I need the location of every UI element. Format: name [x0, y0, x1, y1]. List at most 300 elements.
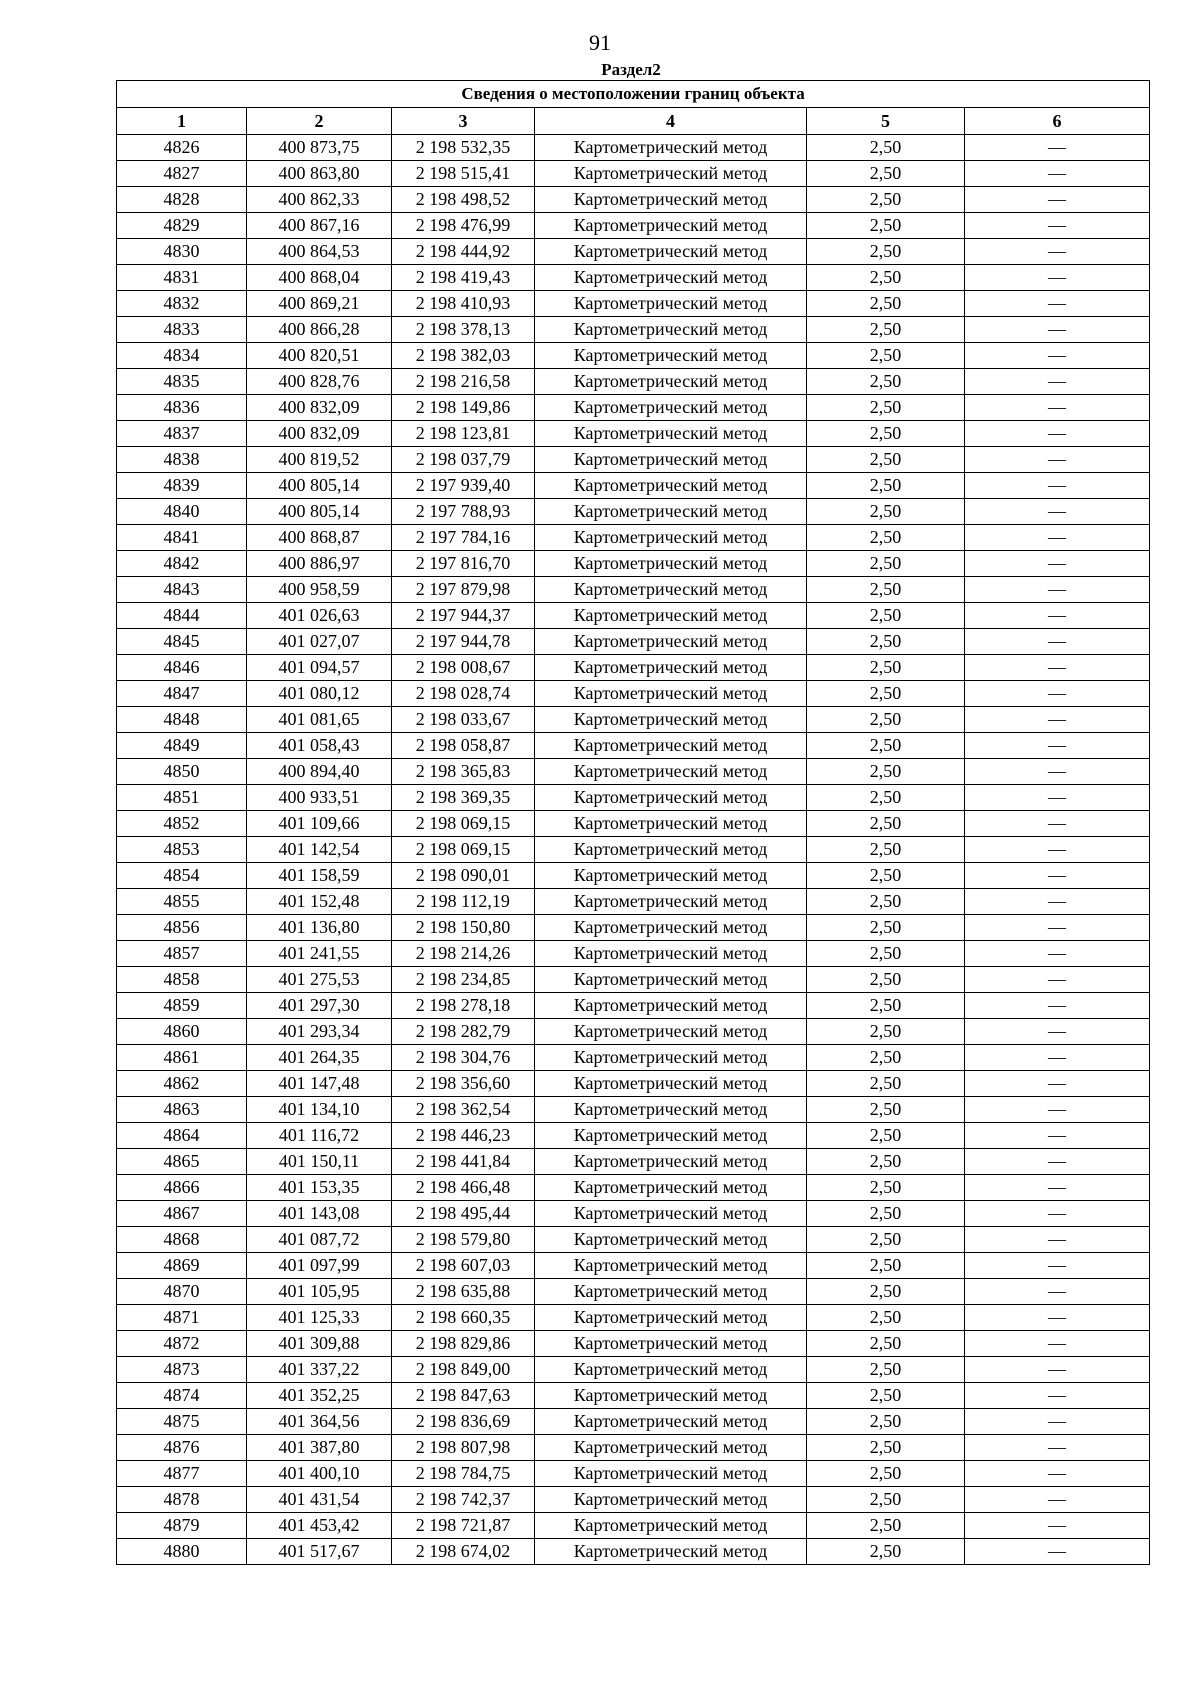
- table-cell: Картометрический метод: [535, 1175, 807, 1201]
- table-cell: —: [965, 499, 1150, 525]
- table-cell: —: [965, 161, 1150, 187]
- table-cell: 401 116,72: [247, 1123, 392, 1149]
- table-cell: 4855: [117, 889, 247, 915]
- table-cell: 4845: [117, 629, 247, 655]
- table-cell: —: [965, 1539, 1150, 1565]
- table-cell: —: [965, 213, 1150, 239]
- table-row: [117, 551, 1150, 577]
- table-cell: 4856: [117, 915, 247, 941]
- table-cell: 2,50: [807, 1279, 965, 1305]
- table-row: [117, 1227, 1150, 1253]
- table-row: [117, 1461, 1150, 1487]
- table-cell: 401 517,67: [247, 1539, 392, 1565]
- table-cell: Картометрический метод: [535, 1123, 807, 1149]
- table-cell: 4831: [117, 265, 247, 291]
- table-cell: —: [965, 603, 1150, 629]
- table-cell: 400 864,53: [247, 239, 392, 265]
- table-cell: 4853: [117, 837, 247, 863]
- table-cell: 2 198 008,67: [392, 655, 535, 681]
- table-cell: 2,50: [807, 993, 965, 1019]
- table-cell: Картометрический метод: [535, 369, 807, 395]
- table-row: [117, 681, 1150, 707]
- table-cell: —: [965, 577, 1150, 603]
- table-cell: —: [965, 1279, 1150, 1305]
- table-cell: 4842: [117, 551, 247, 577]
- table-cell: 2 198 410,93: [392, 291, 535, 317]
- table-cell: —: [965, 1045, 1150, 1071]
- table-cell: 2 198 234,85: [392, 967, 535, 993]
- table-row: [117, 1253, 1150, 1279]
- table-cell: 4834: [117, 343, 247, 369]
- table-cell: 400 868,04: [247, 265, 392, 291]
- table-cell: 400 894,40: [247, 759, 392, 785]
- column-header: 5: [807, 108, 965, 135]
- table-cell: 400 867,16: [247, 213, 392, 239]
- table-cell: 2,50: [807, 1071, 965, 1097]
- table-cell: Картометрический метод: [535, 499, 807, 525]
- table-cell: 400 862,33: [247, 187, 392, 213]
- table-cell: Картометрический метод: [535, 161, 807, 187]
- table-row: [117, 993, 1150, 1019]
- table-cell: Картометрический метод: [535, 447, 807, 473]
- table-cell: —: [965, 447, 1150, 473]
- table-cell: 4826: [117, 135, 247, 161]
- table-cell: —: [965, 1357, 1150, 1383]
- table-cell: Картометрический метод: [535, 1071, 807, 1097]
- table-cell: —: [965, 837, 1150, 863]
- table-cell: 2 198 304,76: [392, 1045, 535, 1071]
- table-row: [117, 1435, 1150, 1461]
- table-cell: 4857: [117, 941, 247, 967]
- table-cell: 2,50: [807, 707, 965, 733]
- table-cell: 2,50: [807, 915, 965, 941]
- table-cell: 2 198 058,87: [392, 733, 535, 759]
- table-cell: 2,50: [807, 265, 965, 291]
- table-cell: Картометрический метод: [535, 967, 807, 993]
- table-cell: Картометрический метод: [535, 343, 807, 369]
- table-cell: 4829: [117, 213, 247, 239]
- table-row: [117, 1331, 1150, 1357]
- table-cell: 400 873,75: [247, 135, 392, 161]
- table-body: [117, 135, 1150, 1565]
- table-cell: —: [965, 473, 1150, 499]
- table-row: [117, 265, 1150, 291]
- table-cell: —: [965, 551, 1150, 577]
- table-cell: 2 198 028,74: [392, 681, 535, 707]
- table-cell: 2,50: [807, 1435, 965, 1461]
- table-cell: —: [965, 629, 1150, 655]
- table-cell: 401 026,63: [247, 603, 392, 629]
- table-cell: 2,50: [807, 577, 965, 603]
- table-cell: —: [965, 785, 1150, 811]
- table-cell: 2 198 807,98: [392, 1435, 535, 1461]
- table-cell: 4877: [117, 1461, 247, 1487]
- table-cell: 2,50: [807, 1357, 965, 1383]
- table-row: [117, 889, 1150, 915]
- table-cell: 4848: [117, 707, 247, 733]
- table-cell: 2 198 742,37: [392, 1487, 535, 1513]
- table-cell: 401 134,10: [247, 1097, 392, 1123]
- table-cell: 4850: [117, 759, 247, 785]
- table-cell: 400 820,51: [247, 343, 392, 369]
- table-cell: 400 863,80: [247, 161, 392, 187]
- table-cell: Картометрический метод: [535, 785, 807, 811]
- table-cell: 401 453,42: [247, 1513, 392, 1539]
- table-cell: 4830: [117, 239, 247, 265]
- table-cell: 401 241,55: [247, 941, 392, 967]
- table-cell: Картометрический метод: [535, 837, 807, 863]
- table-row: [117, 395, 1150, 421]
- table-cell: 2 198 476,99: [392, 213, 535, 239]
- table-cell: 2,50: [807, 1513, 965, 1539]
- table-row: [117, 317, 1150, 343]
- table-row: [117, 1201, 1150, 1227]
- table-cell: 2 198 444,92: [392, 239, 535, 265]
- table-cell: 2,50: [807, 551, 965, 577]
- table-cell: 2,50: [807, 343, 965, 369]
- table-cell: 2 198 532,35: [392, 135, 535, 161]
- table-cell: —: [965, 239, 1150, 265]
- table-cell: Картометрический метод: [535, 395, 807, 421]
- table-caption-row: [117, 81, 1150, 108]
- table-cell: 4858: [117, 967, 247, 993]
- table-cell: 2,50: [807, 317, 965, 343]
- table-cell: 2 198 674,02: [392, 1539, 535, 1565]
- table-cell: 2 198 515,41: [392, 161, 535, 187]
- table-cell: 2 197 816,70: [392, 551, 535, 577]
- page-number: 91: [589, 30, 611, 55]
- table-cell: —: [965, 525, 1150, 551]
- table-cell: 401 105,95: [247, 1279, 392, 1305]
- table-cell: 401 387,80: [247, 1435, 392, 1461]
- table-cell: 400 832,09: [247, 421, 392, 447]
- table-row: [117, 369, 1150, 395]
- table-cell: 4849: [117, 733, 247, 759]
- table-cell: 2,50: [807, 1331, 965, 1357]
- table-cell: —: [965, 889, 1150, 915]
- table-row: [117, 447, 1150, 473]
- table-cell: —: [965, 317, 1150, 343]
- table-cell: Картометрический метод: [535, 1045, 807, 1071]
- table-row: [117, 629, 1150, 655]
- table-cell: —: [965, 811, 1150, 837]
- table-cell: 2 198 607,03: [392, 1253, 535, 1279]
- table-cell: 2,50: [807, 1123, 965, 1149]
- table-cell: —: [965, 369, 1150, 395]
- table-cell: 2,50: [807, 1487, 965, 1513]
- table-cell: Картометрический метод: [535, 473, 807, 499]
- table-cell: 4868: [117, 1227, 247, 1253]
- table-cell: 401 094,57: [247, 655, 392, 681]
- table-cell: 401 297,30: [247, 993, 392, 1019]
- table-cell: Картометрический метод: [535, 603, 807, 629]
- table-cell: Картометрический метод: [535, 1331, 807, 1357]
- table-cell: 2,50: [807, 889, 965, 915]
- table-cell: 2 198 446,23: [392, 1123, 535, 1149]
- table-cell: 2 198 829,86: [392, 1331, 535, 1357]
- table-cell: 401 136,80: [247, 915, 392, 941]
- table-cell: 4847: [117, 681, 247, 707]
- table-cell: 401 337,22: [247, 1357, 392, 1383]
- table-cell: 401 142,54: [247, 837, 392, 863]
- column-header: 4: [535, 108, 807, 135]
- table-cell: 2 198 033,67: [392, 707, 535, 733]
- table-row: [117, 135, 1150, 161]
- table-cell: —: [965, 1305, 1150, 1331]
- table-cell: Картометрический метод: [535, 1409, 807, 1435]
- table-cell: 2 197 879,98: [392, 577, 535, 603]
- table-cell: —: [965, 395, 1150, 421]
- table-cell: 4852: [117, 811, 247, 837]
- table-cell: 2,50: [807, 655, 965, 681]
- table-cell: 2,50: [807, 421, 965, 447]
- table-cell: 4864: [117, 1123, 247, 1149]
- table-cell: 2 198 369,35: [392, 785, 535, 811]
- boundary-coordinates-table: [116, 80, 1150, 1565]
- table-cell: 2 198 214,26: [392, 941, 535, 967]
- table-cell: Картометрический метод: [535, 1539, 807, 1565]
- table-cell: 2,50: [807, 603, 965, 629]
- table-cell: 401 152,48: [247, 889, 392, 915]
- table-row: [117, 1357, 1150, 1383]
- table-cell: 2 198 721,87: [392, 1513, 535, 1539]
- table-cell: 4851: [117, 785, 247, 811]
- table-cell: Картометрический метод: [535, 1435, 807, 1461]
- table-cell: Картометрический метод: [535, 551, 807, 577]
- table-cell: —: [965, 941, 1150, 967]
- table-cell: Картометрический метод: [535, 1305, 807, 1331]
- table-cell: 2 197 788,93: [392, 499, 535, 525]
- table-cell: —: [965, 1435, 1150, 1461]
- table-cell: 2 198 378,13: [392, 317, 535, 343]
- table-cell: 4828: [117, 187, 247, 213]
- table-row: [117, 1071, 1150, 1097]
- table-cell: —: [965, 187, 1150, 213]
- table-cell: 400 933,51: [247, 785, 392, 811]
- table-cell: Картометрический метод: [535, 1357, 807, 1383]
- table-row: [117, 785, 1150, 811]
- table-cell: 4875: [117, 1409, 247, 1435]
- table-row: [117, 1149, 1150, 1175]
- table-caption: Сведения о местоположении границ объекта: [117, 81, 1150, 108]
- table-cell: —: [965, 265, 1150, 291]
- table-cell: 401 087,72: [247, 1227, 392, 1253]
- table-cell: 4844: [117, 603, 247, 629]
- table-cell: 2 198 849,00: [392, 1357, 535, 1383]
- table-row: [117, 577, 1150, 603]
- table-cell: 2 198 150,80: [392, 915, 535, 941]
- table-cell: 4839: [117, 473, 247, 499]
- table-cell: 4874: [117, 1383, 247, 1409]
- table-cell: Картометрический метод: [535, 1097, 807, 1123]
- table-row: [117, 915, 1150, 941]
- table-cell: —: [965, 1409, 1150, 1435]
- table-cell: Картометрический метод: [535, 1019, 807, 1045]
- table-cell: 2,50: [807, 1461, 965, 1487]
- table-cell: 2,50: [807, 213, 965, 239]
- table-cell: 4878: [117, 1487, 247, 1513]
- table-cell: 2,50: [807, 811, 965, 837]
- table-cell: —: [965, 1201, 1150, 1227]
- table-cell: 2 198 090,01: [392, 863, 535, 889]
- table-cell: 2,50: [807, 187, 965, 213]
- table-cell: 2,50: [807, 1305, 965, 1331]
- table-cell: 2,50: [807, 161, 965, 187]
- table-cell: 2 198 278,18: [392, 993, 535, 1019]
- table-cell: Картометрический метод: [535, 421, 807, 447]
- table-cell: —: [965, 655, 1150, 681]
- table-cell: 2,50: [807, 1201, 965, 1227]
- table-row: [117, 1305, 1150, 1331]
- table-cell: 2,50: [807, 1409, 965, 1435]
- table-row: [117, 213, 1150, 239]
- table-cell: 400 869,21: [247, 291, 392, 317]
- table-cell: Картометрический метод: [535, 1253, 807, 1279]
- table-cell: 2 198 069,15: [392, 811, 535, 837]
- table-cell: 2,50: [807, 1175, 965, 1201]
- table-cell: 2 198 660,35: [392, 1305, 535, 1331]
- table-cell: 2 198 112,19: [392, 889, 535, 915]
- table-cell: —: [965, 993, 1150, 1019]
- table-cell: 2 198 419,43: [392, 265, 535, 291]
- table-cell: 2,50: [807, 1253, 965, 1279]
- table-cell: Картометрический метод: [535, 317, 807, 343]
- table-cell: 4833: [117, 317, 247, 343]
- table-cell: 4838: [117, 447, 247, 473]
- table-cell: 2,50: [807, 1097, 965, 1123]
- table-cell: 4860: [117, 1019, 247, 1045]
- table-cell: 4832: [117, 291, 247, 317]
- table-cell: 401 081,65: [247, 707, 392, 733]
- table-cell: 2,50: [807, 1149, 965, 1175]
- table-cell: —: [965, 1097, 1150, 1123]
- table-cell: 2,50: [807, 1019, 965, 1045]
- table-row: [117, 733, 1150, 759]
- table-cell: 400 886,97: [247, 551, 392, 577]
- table-cell: —: [965, 1253, 1150, 1279]
- table-cell: 4862: [117, 1071, 247, 1097]
- table-cell: —: [965, 421, 1150, 447]
- table-cell: Картометрический метод: [535, 733, 807, 759]
- table-cell: Картометрический метод: [535, 915, 807, 941]
- table-cell: —: [965, 1383, 1150, 1409]
- table-cell: 2 198 382,03: [392, 343, 535, 369]
- table-cell: —: [965, 1487, 1150, 1513]
- table-cell: 2,50: [807, 863, 965, 889]
- table-cell: 4880: [117, 1539, 247, 1565]
- table-cell: 2,50: [807, 499, 965, 525]
- table-row: [117, 187, 1150, 213]
- column-header: 6: [965, 108, 1150, 135]
- table-cell: 4840: [117, 499, 247, 525]
- table-cell: 2,50: [807, 759, 965, 785]
- table-cell: 4827: [117, 161, 247, 187]
- table-row: [117, 811, 1150, 837]
- table-cell: Картометрический метод: [535, 681, 807, 707]
- table-cell: 401 264,35: [247, 1045, 392, 1071]
- table-cell: 4872: [117, 1331, 247, 1357]
- table-cell: 2,50: [807, 369, 965, 395]
- table-row: [117, 1019, 1150, 1045]
- table-cell: 2 197 784,16: [392, 525, 535, 551]
- table-cell: 2,50: [807, 525, 965, 551]
- table-cell: Картометрический метод: [535, 889, 807, 915]
- table-cell: Картометрический метод: [535, 993, 807, 1019]
- table-row: [117, 1175, 1150, 1201]
- table-cell: 2,50: [807, 447, 965, 473]
- table-row: [117, 291, 1150, 317]
- table-row: [117, 1513, 1150, 1539]
- table-cell: 4873: [117, 1357, 247, 1383]
- table-cell: 401 400,10: [247, 1461, 392, 1487]
- table-cell: 2,50: [807, 629, 965, 655]
- table-cell: 2 198 836,69: [392, 1409, 535, 1435]
- table-row: [117, 837, 1150, 863]
- table-cell: 2,50: [807, 239, 965, 265]
- table-cell: 2 198 847,63: [392, 1383, 535, 1409]
- table-cell: Картометрический метод: [535, 1201, 807, 1227]
- table-cell: —: [965, 681, 1150, 707]
- table-cell: 2 198 635,88: [392, 1279, 535, 1305]
- table-cell: 2,50: [807, 1045, 965, 1071]
- table-cell: 400 866,28: [247, 317, 392, 343]
- table-row: [117, 343, 1150, 369]
- table-cell: 400 832,09: [247, 395, 392, 421]
- table-cell: 4859: [117, 993, 247, 1019]
- table-cell: 2 198 123,81: [392, 421, 535, 447]
- column-header: 1: [117, 108, 247, 135]
- table-cell: Картометрический метод: [535, 1461, 807, 1487]
- table-cell: —: [965, 1513, 1150, 1539]
- table-cell: 4866: [117, 1175, 247, 1201]
- table-cell: 4869: [117, 1253, 247, 1279]
- table-cell: 2 198 069,15: [392, 837, 535, 863]
- table-cell: 2,50: [807, 135, 965, 161]
- table-row: [117, 239, 1150, 265]
- table-cell: Картометрический метод: [535, 291, 807, 317]
- table-cell: 4843: [117, 577, 247, 603]
- table-cell: 401 293,34: [247, 1019, 392, 1045]
- table-cell: Картометрический метод: [535, 863, 807, 889]
- table-cell: 2 198 784,75: [392, 1461, 535, 1487]
- table-cell: 2 198 356,60: [392, 1071, 535, 1097]
- table-cell: Картометрический метод: [535, 213, 807, 239]
- table-cell: Картометрический метод: [535, 1383, 807, 1409]
- table-cell: 401 150,11: [247, 1149, 392, 1175]
- table-cell: 401 309,88: [247, 1331, 392, 1357]
- table-cell: 2,50: [807, 733, 965, 759]
- table-cell: 400 819,52: [247, 447, 392, 473]
- table-cell: 2,50: [807, 941, 965, 967]
- table-cell: 2,50: [807, 1383, 965, 1409]
- table-cell: Картометрический метод: [535, 941, 807, 967]
- table-cell: 2,50: [807, 1539, 965, 1565]
- column-header: 3: [392, 108, 535, 135]
- table-cell: 4854: [117, 863, 247, 889]
- table-cell: —: [965, 1461, 1150, 1487]
- table-cell: 400 805,14: [247, 499, 392, 525]
- table-cell: 401 080,12: [247, 681, 392, 707]
- table-cell: 2 198 498,52: [392, 187, 535, 213]
- table-cell: 2 197 939,40: [392, 473, 535, 499]
- table-cell: 401 158,59: [247, 863, 392, 889]
- table-cell: 4841: [117, 525, 247, 551]
- table-cell: 401 109,66: [247, 811, 392, 837]
- table-row: [117, 525, 1150, 551]
- table-cell: —: [965, 967, 1150, 993]
- table-cell: —: [965, 343, 1150, 369]
- table-cell: Картометрический метод: [535, 525, 807, 551]
